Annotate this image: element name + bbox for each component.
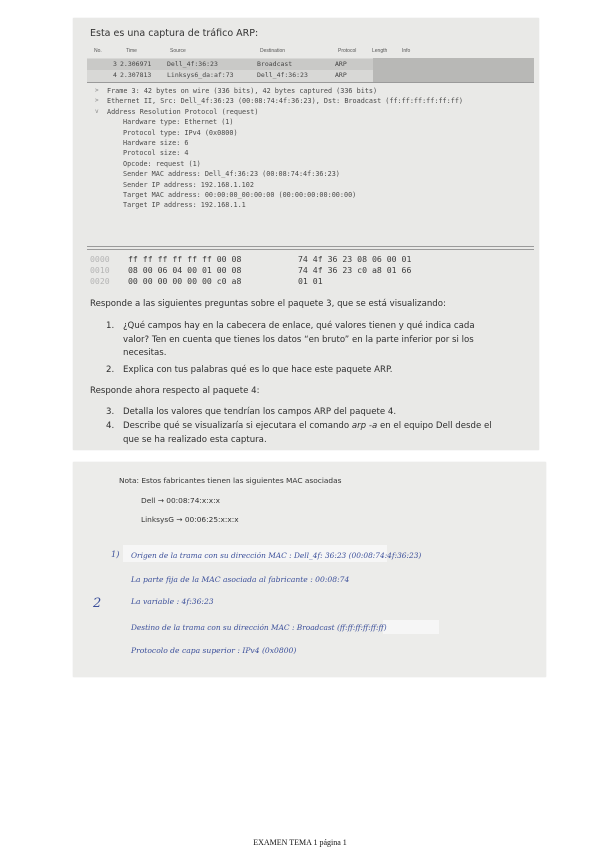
col-no: No. xyxy=(94,48,102,54)
answer-line: Origen de la trama con su dirección MAC : Dell_4f: 36:23 (00:08:74:4f:36:23) xyxy=(131,551,422,560)
hex-row: 0000 ff ff ff ff ff ff 00 08 74 4f 36 23 08 06 00 01 xyxy=(90,254,412,264)
packet-list-shade xyxy=(373,58,534,82)
col-source: Source xyxy=(170,48,186,54)
detail-line: Protocol type: IPv4 (0x0800) xyxy=(123,128,238,137)
detail-line: Hardware size: 6 xyxy=(123,139,189,148)
mac-note-title: Nota: Estos fabricantes tienen las siguientes MAC asociadas xyxy=(119,476,342,485)
detail-line: Target IP address: 192.168.1.1 xyxy=(123,201,246,210)
capture-title: Esta es una captura de tráfico ARP: xyxy=(90,28,259,39)
answer-line: La parte fija de la MAC asociada al fabricante : 00:08:74 xyxy=(131,575,350,584)
mac-note-linksys: LinksysG → 00:06:25:x:x:x xyxy=(141,515,239,524)
questions-intro-1: Responde a las siguientes preguntas sobre el paquete 3, que se está visualizando: xyxy=(90,299,446,309)
collapsed-arrow-icon: > xyxy=(95,97,99,105)
detail-line[interactable]: > Ethernet II, Src: Dell_4f:36:23 (00:08:74:4f:36:23), Dst: Broadcast (ff:ff:ff:ff:ff:ff) xyxy=(95,97,464,106)
packet-source: Dell_4f:36:23 xyxy=(167,60,218,68)
answer-line: Destino de la trama con su dirección MAC : Broadcast (ff:ff:ff:ff:ff:ff) xyxy=(131,623,387,632)
questions-intro-2: Responde ahora respecto al paquete 4: xyxy=(90,386,260,396)
pane-divider xyxy=(87,246,534,247)
arp-command: arp -a xyxy=(351,421,378,431)
pane-divider xyxy=(87,249,534,250)
hex-row: 0010 08 00 06 04 00 01 00 08 74 4f 36 23 c0 a8 01 66 xyxy=(90,265,412,275)
mac-note-dell: Dell → 00:08:74:x:x:x xyxy=(141,496,221,505)
hex-dump-pane xyxy=(90,254,411,287)
packet-details-pane xyxy=(95,86,535,211)
answer-line: Protocolo de capa superior : IPv4 (0x0800) xyxy=(131,646,297,655)
col-protocol: Protocol xyxy=(338,48,357,54)
pane-divider xyxy=(87,82,534,83)
packet-list-header xyxy=(90,48,530,57)
detail-line: Sender IP address: 192.168.1.102 xyxy=(123,180,254,189)
packet-destination: Broadcast xyxy=(257,60,293,68)
question-4: 4. Describe qué se visualizaría si ejecutara el comando arp -a en el equipo Dell desde el que se ha realizado esta captura. xyxy=(106,421,492,445)
col-info: Info xyxy=(402,48,411,54)
detail-line: Opcode: request (1) xyxy=(123,159,201,168)
col-length: Length xyxy=(372,48,388,54)
detail-line[interactable]: > Frame 3: 42 bytes on wire (336 bits), 42 bytes captured (336 bits) xyxy=(95,87,378,95)
detail-line: Hardware type: Ethernet (1) xyxy=(123,118,234,127)
question-2: 2. Explica con tus palabras qué es lo que hace este paquete ARP. xyxy=(106,365,393,375)
packet-no: 3 xyxy=(113,60,117,68)
hex-row: 0020 00 00 00 00 00 00 c0 a8 01 01 xyxy=(90,276,323,286)
margin-mark: 2 xyxy=(93,596,102,611)
packet-protocol: ARP xyxy=(335,71,347,79)
detail-line: Target MAC address: 00:00:00_00:00:00 (00:00:00:00:00:00) xyxy=(123,191,357,200)
exam-photo-arp-capture xyxy=(73,18,539,450)
col-destination: Destination xyxy=(260,48,286,54)
exam-photo-handwritten-answer xyxy=(73,462,546,677)
collapsed-arrow-icon: > xyxy=(95,87,99,94)
col-time: Time xyxy=(126,48,137,54)
question-1: 1. ¿Qué campos hay en la cabecera de enlace, qué valores tienen y qué indica cada valor? Ten en cuenta que tienes los datos “en bruto” en la parte inferior por si los necesitas. xyxy=(106,321,475,358)
expanded-arrow-icon: v xyxy=(95,107,99,115)
detail-line: Protocol size: 4 xyxy=(123,149,189,158)
question-3: 3. Detalla los valores que tendrían los campos ARP del paquete 4. xyxy=(106,407,397,417)
detail-line[interactable]: v Address Resolution Protocol (request) xyxy=(95,107,259,116)
answer-number: 1) xyxy=(111,549,120,559)
packet-time: 2.306971 xyxy=(120,60,152,68)
detail-line: Sender MAC address: Dell_4f:36:23 (00:08:74:4f:36:23) xyxy=(123,170,340,179)
packet-destination: Dell_4f:36:23 xyxy=(257,71,308,79)
answer-line: La variable : 4f:36:23 xyxy=(131,597,214,606)
packet-time: 2.307813 xyxy=(120,71,152,79)
packet-protocol: ARP xyxy=(335,60,347,68)
packet-no: 4 xyxy=(113,71,117,79)
packet-source: Linksys6_da:af:73 xyxy=(167,71,234,79)
page-footer: EXAMEN TEMA 1 página 1 xyxy=(253,838,347,847)
answer-highlight xyxy=(383,620,439,634)
